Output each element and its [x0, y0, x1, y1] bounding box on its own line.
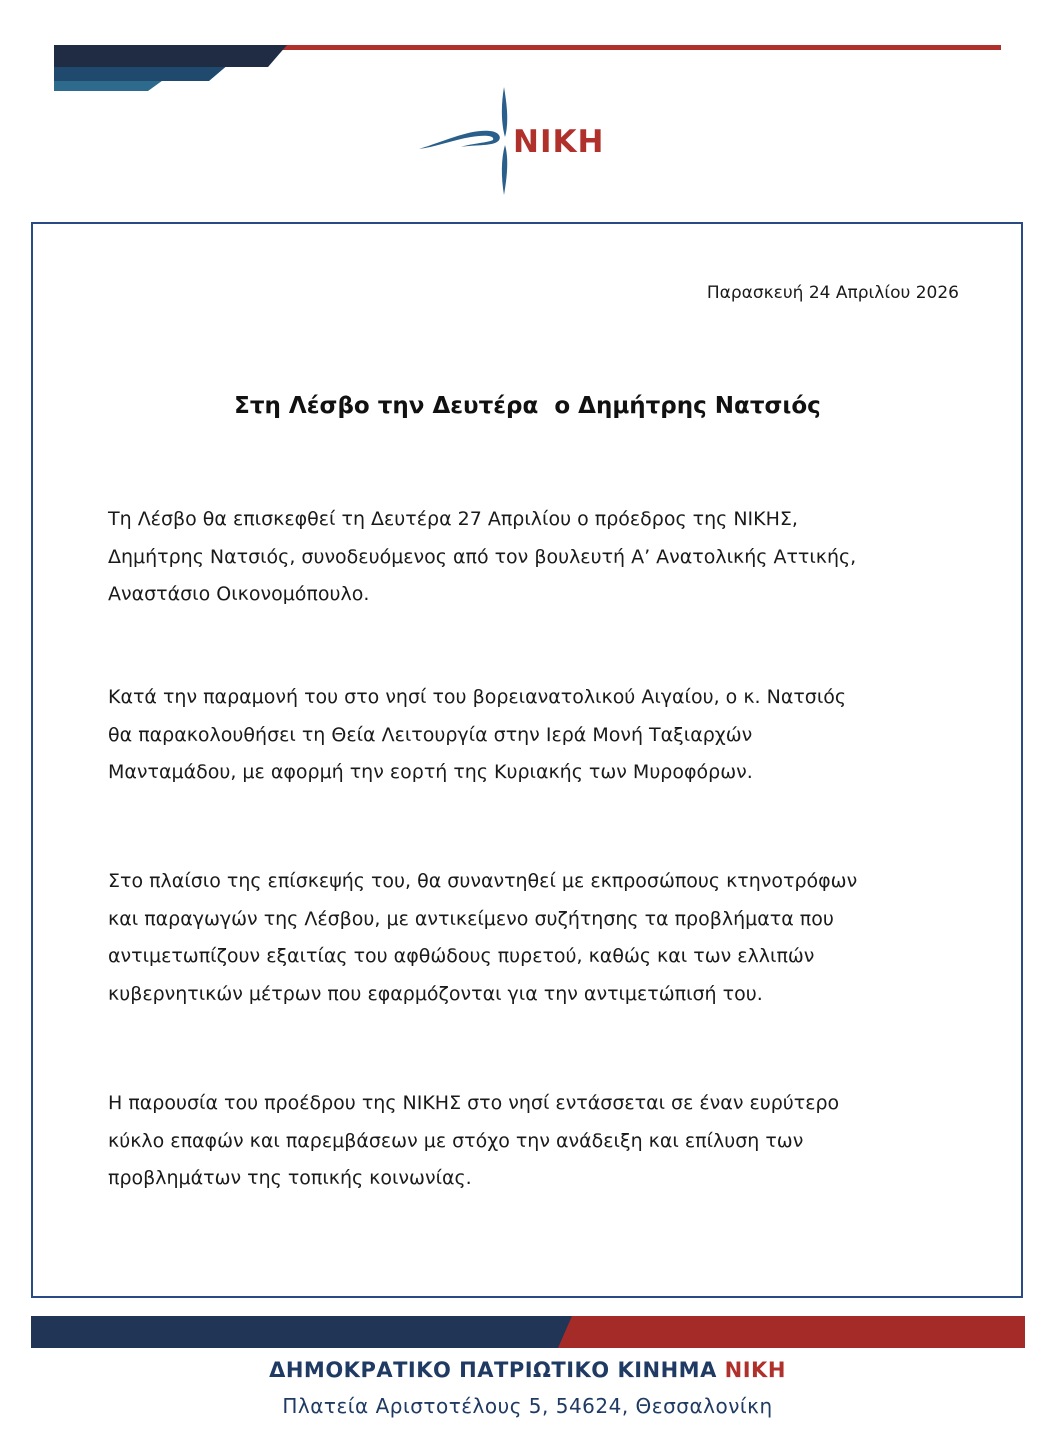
paragraph — [108, 679, 948, 792]
paragraph-line: Δημήτρης Νατσιός, συνοδευόμενος από τον βουλευτή Α’ Ανατολικής Αττικής, — [108, 545, 857, 568]
paragraph — [108, 501, 948, 614]
header-red-line — [282, 45, 1001, 50]
paragraph-line: αντιμετωπίζουν εξαιτίας του αφθώδους πυρετού, καθώς και των ελλιπών — [108, 945, 815, 967]
paragraph-line: Κατά την παραμονή του στο νησί του βορειανατολικού Αιγαίου, ο κ. Νατσιός — [108, 686, 847, 708]
logo-swoosh — [419, 131, 500, 149]
paragraph-line: και παραγωγών της Λέσβου, με αντικείμενο συζήτησης τα προβλήματα που — [108, 907, 834, 930]
document-date: Παρασκευή 24 Απριλίου 2026 — [706, 283, 959, 303]
paragraph-line: κυβερνητικών μέτρων που εφαρμόζονται για την αντιμετώπισή του. — [108, 982, 763, 1005]
logo-compass-bottom — [502, 145, 507, 195]
footer-banner — [31, 1316, 1025, 1348]
paragraph-line: Αναστάσιο Οικονομόπουλο. — [108, 583, 370, 605]
footer-org-highlight: ΝΙΚΗ — [724, 1358, 786, 1382]
paragraph-line: Η παρουσία του προέδρου της ΝΙΚΗΣ στο νησί εντάσσεται σε έναν ευρύτερο — [108, 1092, 840, 1114]
footer-band-navy — [31, 1316, 572, 1348]
logo-compass-top — [502, 87, 507, 137]
paragraph-line: Μανταμάδου, με αφορμή την εορτή της Κυριακής των Μυροφόρων. — [108, 761, 753, 783]
paragraph — [108, 863, 948, 1013]
paragraph-line: θα παρακολουθήσει τη Θεία Λειτουργία στην Ιερά Μονή Ταξιαρχών — [108, 723, 753, 746]
footer-org-name-text: ΔΗΜΟΚΡΑΤΙΚΟ ΠΑΤΡΙΩΤΙΚΟ ΚΙΝΗΜΑ — [269, 1358, 717, 1382]
paragraph-line: προβλημάτων της τοπικής κοινωνίας. — [108, 1167, 472, 1189]
paragraph-line: Στο πλαίσιο της επίσκεψής του, θα συναντηθεί με εκπροσώπους κτηνοτρόφων — [108, 870, 858, 892]
paragraph-line: κύκλο επαφών και παρεμβάσεων με στόχο την ανάδειξη και επίλυση των — [108, 1129, 804, 1152]
document-title: Στη Λέσβο την Δευτέρα ο Δημήτρης Νατσιός — [234, 393, 821, 419]
footer-address: Πλατεία Αριστοτέλους 5, 54624, Θεσσαλονίκη — [282, 1394, 773, 1418]
paragraph — [108, 1085, 948, 1198]
header-band-dark — [54, 45, 287, 67]
footer-org-name — [0, 1358, 1055, 1382]
logo-wordmark: NIKH — [513, 124, 605, 160]
paragraph-line: Τη Λέσβο θα επισκεφθεί τη Δευτέρα 27 Απριλίου ο πρόεδρος της ΝΙΚΗΣ, — [108, 508, 798, 530]
